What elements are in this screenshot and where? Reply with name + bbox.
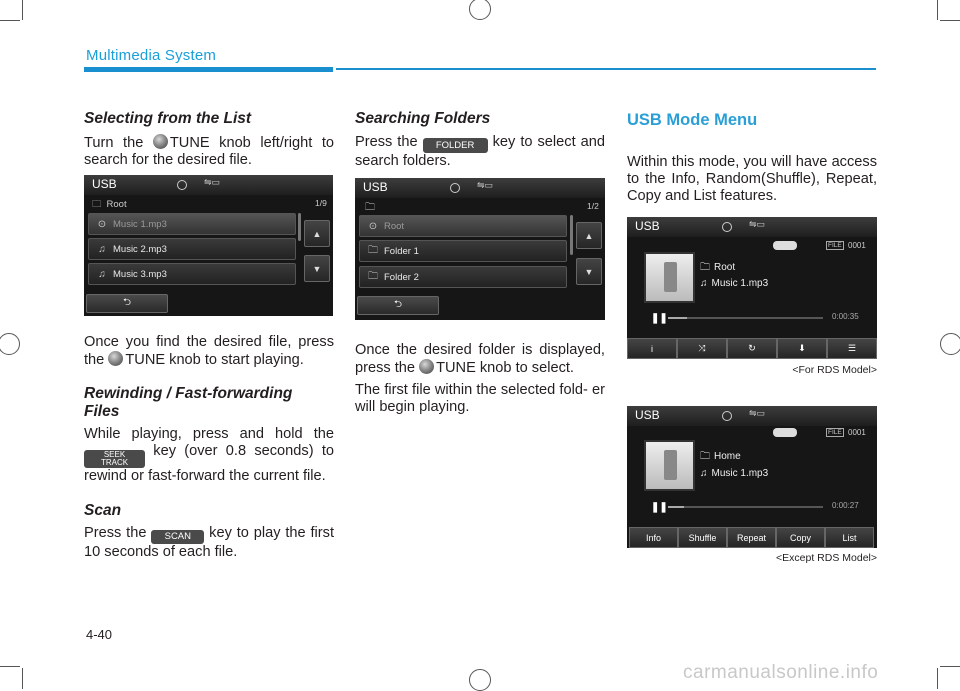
copy-button[interactable]: ⬇	[777, 338, 827, 359]
list-button[interactable]: ☰	[827, 338, 877, 359]
disc-icon	[722, 222, 732, 232]
file-badge: FILE	[828, 429, 842, 436]
column-2b	[355, 342, 605, 416]
tune-knob-icon	[153, 134, 168, 149]
scan-key: SCAN	[151, 530, 204, 544]
para-first-file: The first file within the selected fold- er will begin playing.	[355, 382, 605, 415]
usb-device-image	[644, 252, 695, 303]
crop-mark	[940, 20, 960, 21]
para-scan: Press the SCAN key to play the first 10 seconds of each file.	[84, 525, 335, 560]
play-icon: ⊙	[368, 220, 378, 232]
para-within: Within this mode, you will have access to the Info, Random(Shuffle), Repeat, Copy and List features.	[627, 154, 877, 204]
heading-usb-menu: USB Mode Menu	[627, 111, 758, 129]
page-number: 4-40	[86, 627, 113, 642]
music-note-icon: ♫	[700, 278, 708, 289]
repeat-button[interactable]: Repeat	[727, 527, 776, 548]
progress-bar[interactable]	[668, 317, 823, 319]
screen-status-bar	[627, 217, 877, 237]
scroll-down-button[interactable]: ▼	[576, 258, 602, 285]
seek-track-key: SEEK TRACK	[84, 450, 145, 468]
disc-icon	[177, 180, 187, 190]
list-button[interactable]: List	[825, 527, 874, 548]
usb-icon: ⇋▭	[749, 408, 766, 418]
copy-button[interactable]: Copy	[776, 527, 825, 548]
para-select: Turn the TUNE knob left/right to search for the desired file.	[84, 135, 334, 168]
list-item[interactable]: ⊙ Music 1.mp3	[88, 213, 296, 235]
screen-status-bar	[627, 406, 877, 426]
caption-rds: <For RDS Model>	[792, 364, 877, 376]
file-line: ♫ Music 1.mp3	[700, 278, 769, 289]
music-note-icon: ♫	[98, 268, 106, 280]
list-item[interactable]: ♫ Music 2.mp3	[88, 238, 296, 260]
folder-icon: 🗀	[700, 262, 710, 273]
info-button[interactable]: Info	[629, 527, 678, 548]
scroll-up-button[interactable]: ▲	[576, 222, 602, 249]
caption-except-rds: <Except RDS Model>	[776, 552, 877, 564]
heading-selecting: Selecting from the List	[84, 110, 252, 127]
music-note-icon: ♫	[700, 468, 708, 479]
play-icon: ⊙	[97, 218, 107, 230]
crop-mark	[0, 666, 20, 667]
info-button[interactable]: i	[627, 338, 677, 359]
para-once-folder: Once the desired folder is displayed, press the TUNE knob to select.	[355, 342, 605, 376]
folder-key: FOLDER	[423, 138, 488, 153]
page-indicator: 1/2	[587, 201, 599, 211]
file-badge: FILE	[828, 242, 842, 249]
pause-icon[interactable]: ❚❚	[651, 502, 668, 513]
header-rule	[336, 68, 876, 70]
usb-list-screen	[84, 175, 333, 316]
registration-mark	[0, 333, 20, 355]
watermark: carmanualsonline.info	[683, 662, 879, 683]
disc-icon	[450, 183, 460, 193]
progress-fill	[668, 506, 684, 508]
crop-mark	[0, 20, 20, 21]
repeat-mode-icon	[773, 428, 797, 437]
header-bar	[84, 67, 333, 72]
folder-label: 🗀 Root	[92, 199, 127, 210]
para-once: Once you find the desired file, press the TUNE knob to start playing.	[84, 334, 334, 368]
registration-mark	[469, 669, 491, 691]
progress-bar[interactable]	[668, 506, 823, 508]
track-number: 0001	[848, 428, 866, 437]
registration-mark	[469, 0, 491, 20]
column-3	[627, 111, 877, 205]
scrollbar[interactable]	[298, 213, 301, 241]
crop-mark	[940, 666, 960, 667]
page-indicator: 1/9	[315, 198, 327, 208]
heading-searching: Searching Folders	[355, 110, 491, 127]
section-title: Multimedia System	[86, 47, 217, 64]
folder-line: 🗀 Root	[700, 262, 736, 273]
screen-status-bar	[84, 175, 333, 195]
tune-knob-icon	[419, 359, 434, 374]
elapsed-time: 0:00:35	[832, 312, 859, 321]
folder-icon: 🗀	[365, 202, 375, 213]
usb-player-screen-rds	[627, 217, 877, 359]
folder-icon: 🗀	[700, 451, 710, 462]
file-line: ♫ Music 1.mp3	[700, 468, 769, 479]
disc-icon	[722, 411, 732, 421]
usb-icon: ⇋▭	[749, 219, 766, 229]
folder-line: 🗀 Home	[700, 451, 741, 462]
list-item[interactable]: 🗀 Folder 1	[359, 240, 567, 262]
list-item[interactable]: 🗀 Folder 2	[359, 266, 567, 288]
scroll-down-button[interactable]: ▼	[304, 255, 330, 282]
crop-mark	[22, 0, 23, 20]
column-2	[355, 110, 605, 170]
registration-mark	[940, 333, 960, 355]
folder-icon: 🗀	[92, 199, 102, 210]
screen-status-bar	[355, 178, 605, 198]
screen-title: USB	[635, 408, 660, 422]
list-item[interactable]: ⊙ Root	[359, 215, 567, 237]
scroll-up-button[interactable]: ▲	[304, 220, 330, 247]
scrollbar[interactable]	[570, 215, 573, 255]
elapsed-time: 0:00:27	[832, 501, 859, 510]
back-button[interactable]: ⮌	[86, 294, 168, 313]
progress-fill	[668, 317, 687, 319]
column-1	[84, 110, 334, 169]
screen-title: USB	[635, 219, 660, 233]
back-button[interactable]: ⮌	[357, 296, 439, 315]
track-number: 0001	[848, 241, 866, 250]
crop-mark	[937, 0, 938, 20]
para-rewind: While playing, press and hold the SEEK TRACK key (over 0.8 seconds) to rewind or fast-forward the current file.	[84, 426, 334, 484]
para-search: Press the FOLDER key to select and search folders.	[355, 134, 605, 169]
folder-icon: 🗀	[368, 244, 378, 256]
column-1b	[84, 334, 334, 561]
crop-mark	[937, 668, 938, 689]
folder-list-screen	[355, 178, 605, 320]
screen-title: USB	[92, 177, 117, 191]
heading-scan: Scan	[84, 502, 122, 519]
usb-icon: ⇋▭	[204, 177, 221, 187]
shuffle-button[interactable]: Shuffle	[678, 527, 727, 548]
screen-title: USB	[363, 180, 388, 194]
folder-icon: 🗀	[368, 270, 378, 282]
tune-knob-icon	[108, 351, 123, 366]
usb-device-image	[644, 440, 695, 491]
heading-rewind: Rewinding / Fast-forwarding Files	[84, 385, 293, 420]
repeat-button[interactable]: ↻	[727, 338, 777, 359]
music-note-icon: ♫	[98, 243, 106, 255]
usb-player-screen-except-rds	[627, 406, 877, 548]
repeat-mode-icon	[773, 241, 797, 250]
list-item[interactable]: ♫ Music 3.mp3	[88, 263, 296, 285]
usb-icon: ⇋▭	[477, 180, 494, 190]
shuffle-button[interactable]: ⤨	[677, 338, 727, 359]
pause-icon[interactable]: ❚❚	[651, 313, 668, 324]
crop-mark	[22, 668, 23, 689]
